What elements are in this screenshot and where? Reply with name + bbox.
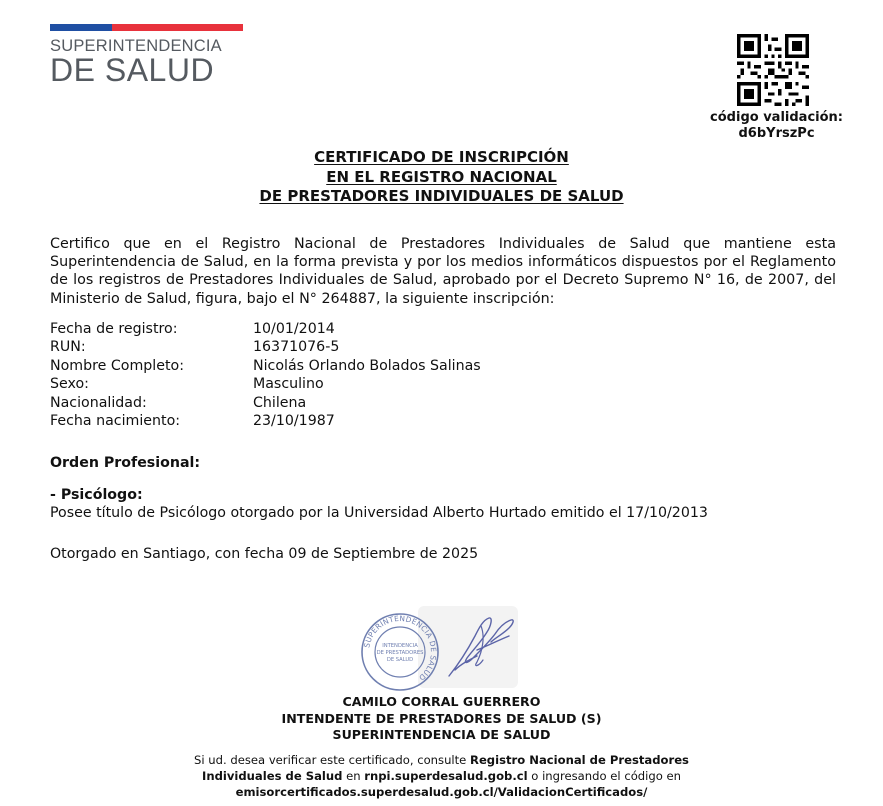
field-value: 23/10/1987 [253, 413, 335, 430]
logo-bar-blue [50, 24, 112, 31]
qr-code-icon [737, 34, 809, 106]
field-label: Nombre Completo: [50, 357, 184, 374]
profession-title: - Psicólogo: [50, 487, 143, 503]
footer-text-2: en [342, 769, 365, 783]
field-value: Chilena [253, 394, 307, 411]
seal-outer-text: SUPERINTENDENCIA DE SALUD [362, 613, 439, 683]
footer-text-1: Si ud. desea verificar este certificado, consulte [194, 753, 471, 767]
field-row [50, 357, 481, 375]
seal-inner-line-2: DE PRESTADORES [376, 650, 424, 656]
certificate-title [0, 148, 883, 207]
field-value: 16371076-5 [253, 339, 340, 356]
signer-block [0, 694, 883, 744]
field-value: Nicolás Orlando Bolados Salinas [253, 357, 481, 374]
field-label: Nacionalidad: [50, 394, 147, 411]
seal-inner-line-3: DE SALUD [386, 657, 414, 663]
field-row [50, 338, 481, 356]
issued-place-date: Otorgado en Santiago, con fecha 09 de Septiembre de 2025 [50, 546, 479, 562]
field-row [50, 394, 481, 412]
title-line-3: DE PRESTADORES INDIVIDUALES DE SALUD [259, 187, 624, 205]
signer-name: CAMILO CORRAL GUERRERO [342, 694, 541, 709]
validation-code-block [710, 110, 843, 142]
orden-profesional-heading: Orden Profesional: [50, 455, 201, 471]
logo-flag-bar [50, 24, 243, 31]
validation-code-label: código validación: [710, 110, 843, 125]
field-label: RUN: [50, 339, 86, 356]
field-label: Sexo: [50, 376, 89, 393]
official-seal-icon [360, 612, 440, 692]
validation-code-value: d6bYrszPc [738, 126, 815, 141]
logo-bottom-text: DE SALUD [50, 52, 215, 88]
field-row [50, 375, 481, 393]
verification-footer [0, 752, 883, 800]
title-line-1: CERTIFICADO DE INSCRIPCIÓN [314, 148, 569, 166]
seal-inner-line-1: INTENDENCIA [382, 643, 418, 649]
profession-description: Posee título de Psicólogo otorgado por la Universidad Alberto Hurtado emitido el 17/10/2013 [50, 505, 708, 521]
field-row [50, 412, 481, 430]
field-label: Fecha nacimiento: [50, 413, 181, 430]
footer-validation-link[interactable]: emisorcertificados.superdesalud.gob.cl/ValidacionCertificados/ [235, 785, 648, 799]
footer-registry-name-2: Individuales de Salud [202, 769, 343, 783]
superintendencia-logo [50, 24, 245, 88]
footer-registry-name-1: Registro Nacional de Prestadores [470, 753, 689, 767]
signer-institution: SUPERINTENDENCIA DE SALUD [332, 727, 551, 742]
signer-position: INTENDENTE DE PRESTADORES DE SALUD (S) [281, 710, 602, 726]
field-value: Masculino [253, 376, 324, 393]
logo-top-text: SUPERINTENDENCIA [50, 37, 222, 55]
handwritten-signature-icon [437, 606, 527, 686]
footer-text-3: o ingresando el código en [527, 769, 681, 783]
title-line-2: EN EL REGISTRO NACIONAL [326, 167, 557, 186]
field-label: Fecha de registro: [50, 321, 178, 337]
logo-bar-red [112, 24, 243, 31]
registration-fields [50, 320, 481, 430]
field-value: 10/01/2014 [253, 321, 335, 337]
footer-rnpi-link[interactable]: rnpi.superdesalud.gob.cl [364, 769, 528, 783]
field-row [50, 320, 481, 338]
certification-paragraph: Certifico que en el Registro Nacional de Prestadores Individuales de Salud que mantiene esta Superintendencia de Salud, en la forma prevista y por los medios informáticos dispuestos por el Reglamento de los registros de Prestadores Individuales de Salud, aprobado por el Decreto Supremo N° 16, de 2007, del Ministerio de Salud, figura, bajo el N° 264887, la siguiente inscripción: [50, 236, 836, 307]
